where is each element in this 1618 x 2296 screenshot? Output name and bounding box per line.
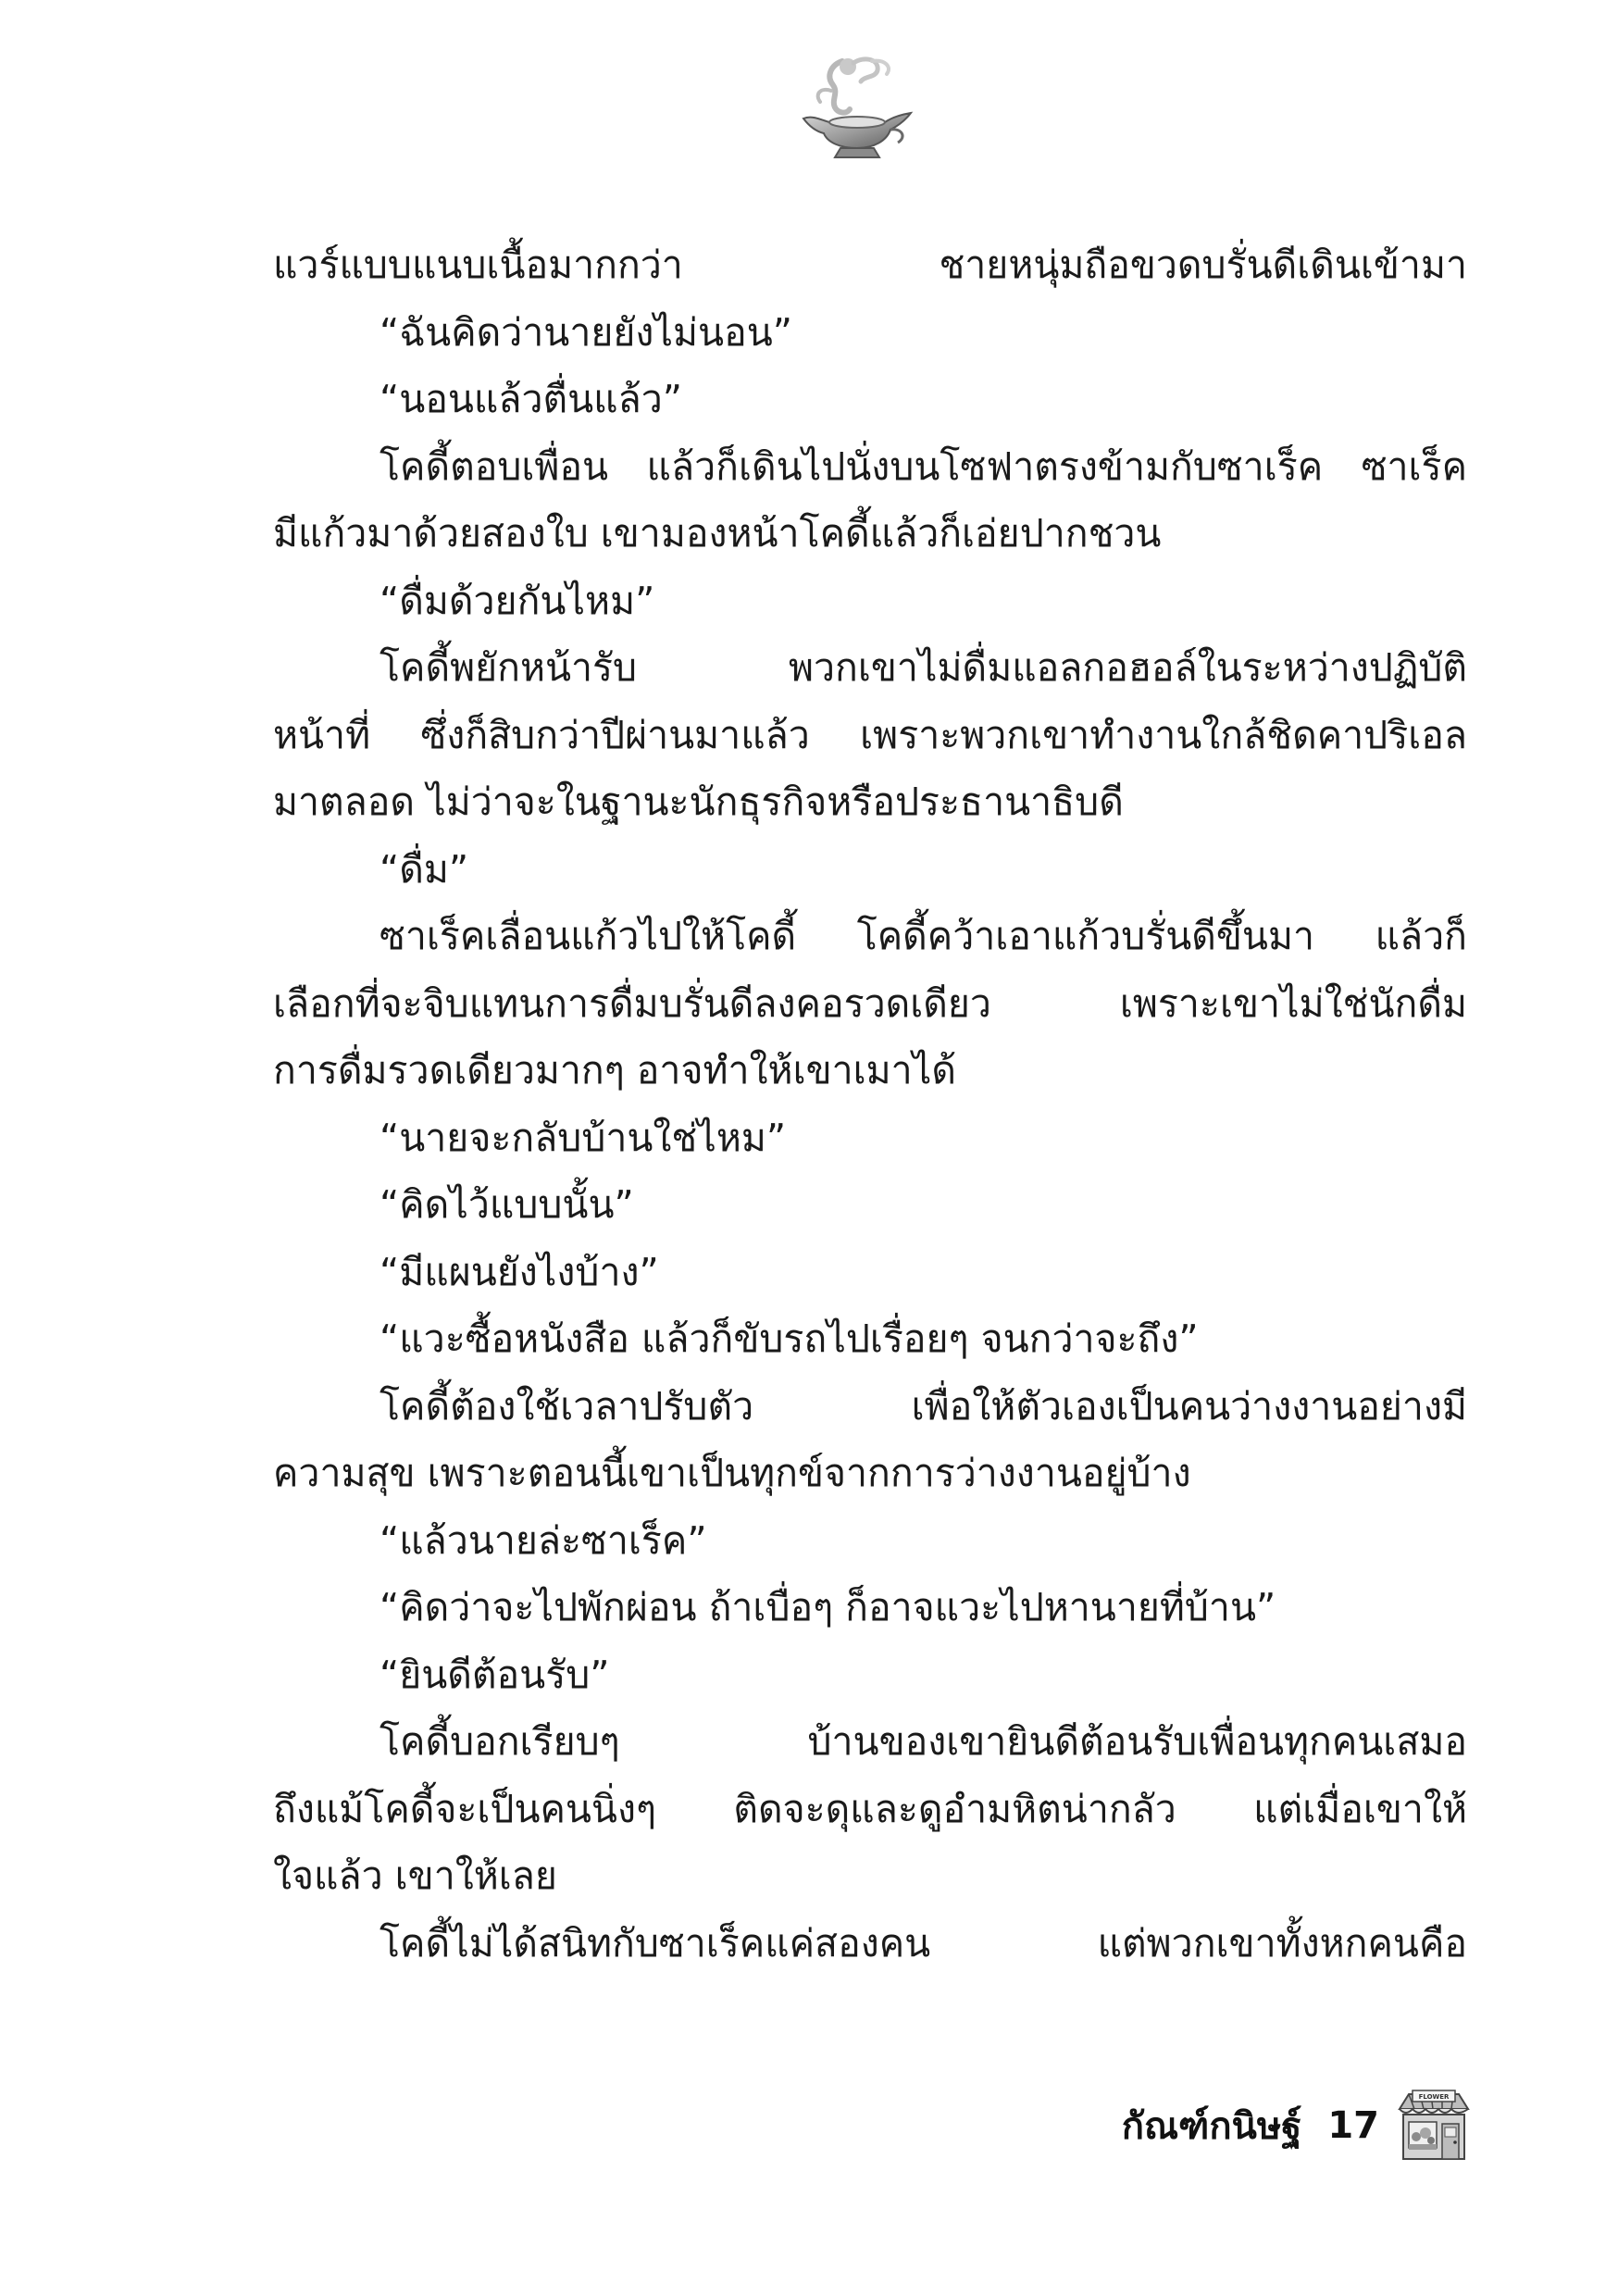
- text-line: มาตลอด ไม่ว่าจะในฐานะนักธุรกิจหรือประธานาธิบดี: [273, 780, 1124, 824]
- text-line: “ดื่มด้วยกันไหม”: [380, 578, 655, 623]
- text-line: ใจแล้ว เขาให้เลย: [273, 1853, 557, 1898]
- text-line: “แวะซื้อหนังสือ แล้วก็ขับรถไปเรื่อยๆ จนกว่าจะถึง”: [380, 1316, 1199, 1361]
- text-line: โคดี้พยักหน้ารับ พวกเขาไม่ดื่มแอลกอฮอล์ในระหว่างปฏิบัติ: [380, 645, 1467, 690]
- text-line: โคดี้ตอบเพื่อน แล้วก็เดินไปนั่งบนโซฟาตรงข้ามกับซาเร็ค ซาเร็ค: [380, 443, 1467, 489]
- text-line: “นอนแล้วตื่นแล้ว”: [380, 377, 682, 421]
- text-line: หน้าที่ ซึ่งก็สิบกว่าปีผ่านมาแล้ว เพราะพวกเขาทำงานใกล้ชิดคาปริเอล: [273, 712, 1467, 757]
- text-line: “คิดไว้แบบนั้น”: [380, 1182, 634, 1227]
- text-line: “แล้วนายล่ะซาเร็ค”: [380, 1517, 707, 1563]
- text-line: “ฉันคิดว่านายยังไม่นอน”: [380, 309, 792, 355]
- text-line: ถึงแม้โคดี้จะเป็นคนนิ่งๆ ติดจะดุและดูอำมหิตน่ากลัว แต่เมื่อเขาให้: [273, 1786, 1467, 1831]
- text-line: “ดื่ม”: [380, 846, 469, 892]
- text-line: “คิดว่าจะไปพักผ่อน ถ้าเบื่อๆ ก็อาจแวะไปหานายที่บ้าน”: [380, 1585, 1276, 1629]
- body-text: [273, 231, 1467, 1977]
- shop-sign-label: FLOWER: [1418, 2093, 1450, 2101]
- text-line: “มีแผนยังไงบ้าง”: [380, 1249, 659, 1294]
- text-line: ความสุข เพราะตอนนี้เขาเป็นทุกข์จากการว่างงานอยู่บ้าง: [273, 1451, 1191, 1495]
- text-line: “ยินดีต้อนรับ”: [380, 1652, 610, 1697]
- text-line: แวร์แบบแนบเนื้อมากกว่า ชายหนุ่มถือขวดบรั่นดีเดินเข้ามา: [273, 243, 1467, 287]
- text-line: การดื่มรวดเดียวมากๆ อาจทำให้เขาเมาได้: [273, 1048, 956, 1092]
- text-line: โคดี้ต้องใช้เวลาปรับตัว เพื่อให้ตัวเองเป็นคนว่างงานอย่างมี: [380, 1383, 1467, 1429]
- page-number: 17: [1327, 2104, 1379, 2147]
- footer-book-title: กัณฑ์กนิษฐ์: [1121, 2105, 1302, 2148]
- text-line: เลือกที่จะจิบแทนการดื่มบรั่นดีลงคอรวดเดียว เพราะเขาไม่ใช่นักดื่ม: [273, 980, 1467, 1026]
- flower-shop-icon: [1396, 2089, 1472, 2163]
- text-line: โคดี้ไม่ได้สนิทกับซาเร็คแค่สองคน แต่พวกเขาทั้งหกคนคือ: [380, 1920, 1467, 1965]
- text-line: โคดี้บอกเรียบๆ บ้านของเขายินดีต้อนรับเพื่อนทุกคนเสมอ: [380, 1719, 1467, 1764]
- text-line: “นายจะกลับบ้านใช่ไหม”: [380, 1115, 787, 1160]
- text-line: ซาเร็คเลื่อนแก้วไปให้โคดี้ โคดี้คว้าเอาแก้วบรั่นดีขึ้นมา แล้วก็: [380, 914, 1467, 958]
- page-footer: [1037, 2089, 1472, 2163]
- genie-lamp-icon: [794, 54, 920, 163]
- text-line: มีแก้วมาด้วยสองใบ เขามองหน้าโคดี้แล้วก็เอ่ยปากชวน: [273, 511, 1162, 555]
